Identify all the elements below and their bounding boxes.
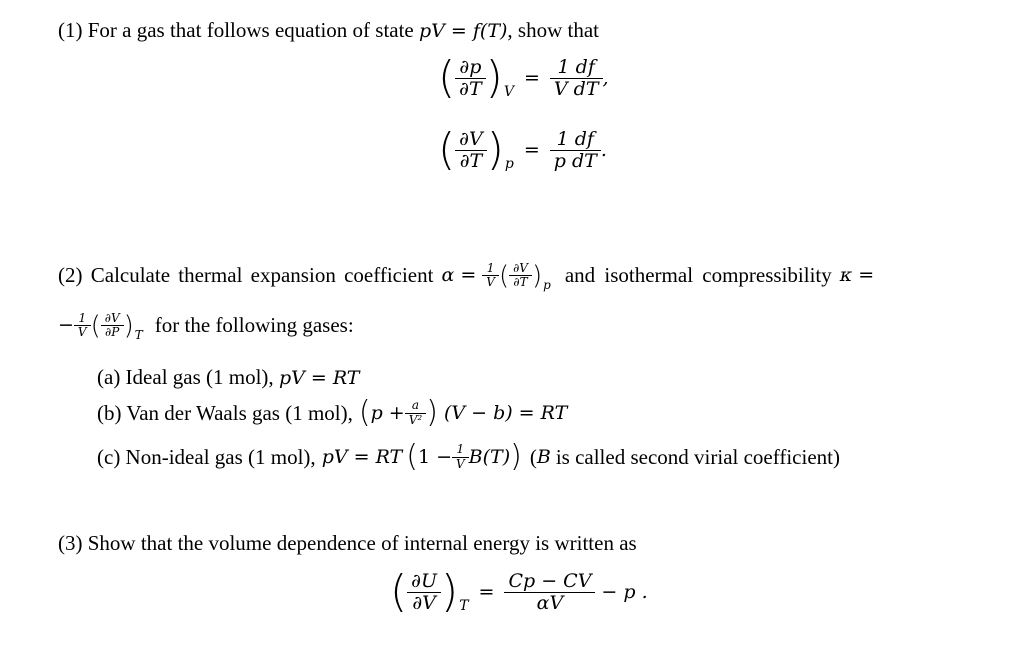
kappa-one: 1 xyxy=(78,311,87,325)
kappa-subscript: T xyxy=(134,327,143,342)
problem1-intro: (1) For a gas that follows equation of state xyxy=(58,18,414,42)
eq3-denominator-right: αV xyxy=(536,591,564,614)
eq3-subscript: T xyxy=(459,598,469,614)
alpha-dT: ∂T xyxy=(513,275,528,290)
kappa-V: V xyxy=(77,325,87,340)
item-c-B: B(T) xyxy=(468,445,511,468)
equation-of-state: pV = f(T) xyxy=(419,20,508,42)
item-b-a: a xyxy=(411,398,420,413)
alpha-one: 1 xyxy=(486,261,495,275)
eq1-denominator-left: ∂T xyxy=(459,77,482,100)
item-c-note: is called second virial coefficient) xyxy=(555,444,840,469)
item-b-text: (b) Van der Waals gas (1 mol), xyxy=(97,400,353,425)
item-c xyxy=(97,439,840,474)
eq2-denominator-left: ∂T xyxy=(459,149,483,172)
eq1-end: , xyxy=(602,67,609,89)
item-a-equation: pV = RT xyxy=(278,367,360,389)
item-c-pv: pV = RT xyxy=(321,445,403,468)
problem1-statement xyxy=(58,20,599,41)
item-a xyxy=(97,367,359,388)
item-b xyxy=(97,395,568,430)
eq1-denominator-right: V dT xyxy=(553,77,599,100)
item-a-text: (a) Ideal gas (1 mol), xyxy=(97,365,274,389)
item-b-V2: V² xyxy=(408,412,423,427)
problem3-statement xyxy=(58,533,637,554)
eq1-numerator-left: ∂p xyxy=(459,55,482,78)
eq2-end: . xyxy=(600,139,607,161)
problem2-line1 xyxy=(58,260,968,292)
kappa-minus: − xyxy=(58,314,74,337)
problem3-text: (3) Show that the volume dependence of internal energy is written as xyxy=(58,531,637,555)
item-c-equation: pV = RT ( 1 − $\frac{1}{V}$ B(T) ) xyxy=(321,439,522,474)
alpha-definition: $\frac{1}{V}$ ( $\frac{\partial V}{\partial T}$ ) p xyxy=(482,262,551,289)
eq2-subscript: p xyxy=(504,156,514,172)
item-c-one-minus: 1 − xyxy=(417,445,452,468)
eq2-denominator-right: p dT xyxy=(553,149,597,172)
eq1-subscript: V xyxy=(503,84,514,100)
item-c-note-open: ( xyxy=(529,444,537,469)
item-c-one: 1 xyxy=(456,442,465,457)
problem1-equation-1: ( $\frac{\partial p}{\partial T}$ ) V = $\frac{1 df}{\text{V dT}}$ , xyxy=(438,52,609,103)
eq3-numerator-left: ∂U xyxy=(411,569,438,592)
item-b-equation: ( p + $\frac{a}{\text{V²}}$ ) (V − b) = RT xyxy=(358,395,568,430)
alpha-dV: ∂V xyxy=(513,261,528,275)
item-c-V: V xyxy=(456,456,465,471)
kappa-definition: − $\frac{1}{V}$ ( $\frac{\partial V}{\partial P}$ ) T xyxy=(58,310,143,342)
problem1-tail: , show that xyxy=(507,18,599,42)
item-b-rest: (V − b) = RT xyxy=(443,401,568,424)
alpha-V: V xyxy=(486,275,495,290)
problem2-line2 xyxy=(58,310,354,342)
problem2-line2-text: for the following gases: xyxy=(154,313,354,338)
alpha-subscript: p xyxy=(543,277,551,292)
item-b-p: p + xyxy=(370,401,405,424)
eq3-denominator-left: ∂V xyxy=(412,591,436,614)
kappa-dP: ∂P xyxy=(105,325,120,340)
eq3-numerator-right: Cp − CV xyxy=(508,569,592,592)
eq2-numerator-right: 1 df xyxy=(556,127,594,150)
alpha-symbol: α = xyxy=(441,264,477,287)
eq3-tail: − p . xyxy=(601,581,648,603)
kappa-dV: ∂V xyxy=(104,311,120,325)
problem2-intro: (2) Calculate thermal expansion coefficient xyxy=(58,263,434,288)
item-c-note-B: B xyxy=(536,445,551,468)
kappa-symbol: κ = xyxy=(839,264,875,287)
problem1-equation-2: ( $\frac{\partial V}{\partial T}$ ) p = $\frac{1 df}{\text{p dT}}$ . xyxy=(438,124,607,175)
eq1-numerator-right: 1 df xyxy=(557,55,595,78)
problem3-equation: ( $\frac{\partial U}{\partial V}$ ) T = $\frac{Cp - CV}{\alpha V}$ − p . xyxy=(390,566,648,617)
eq2-numerator-left: ∂V xyxy=(459,127,483,150)
item-c-text: (c) Non-ideal gas (1 mol), xyxy=(97,444,316,469)
compressibility-text: and isothermal compressibility xyxy=(564,263,832,288)
